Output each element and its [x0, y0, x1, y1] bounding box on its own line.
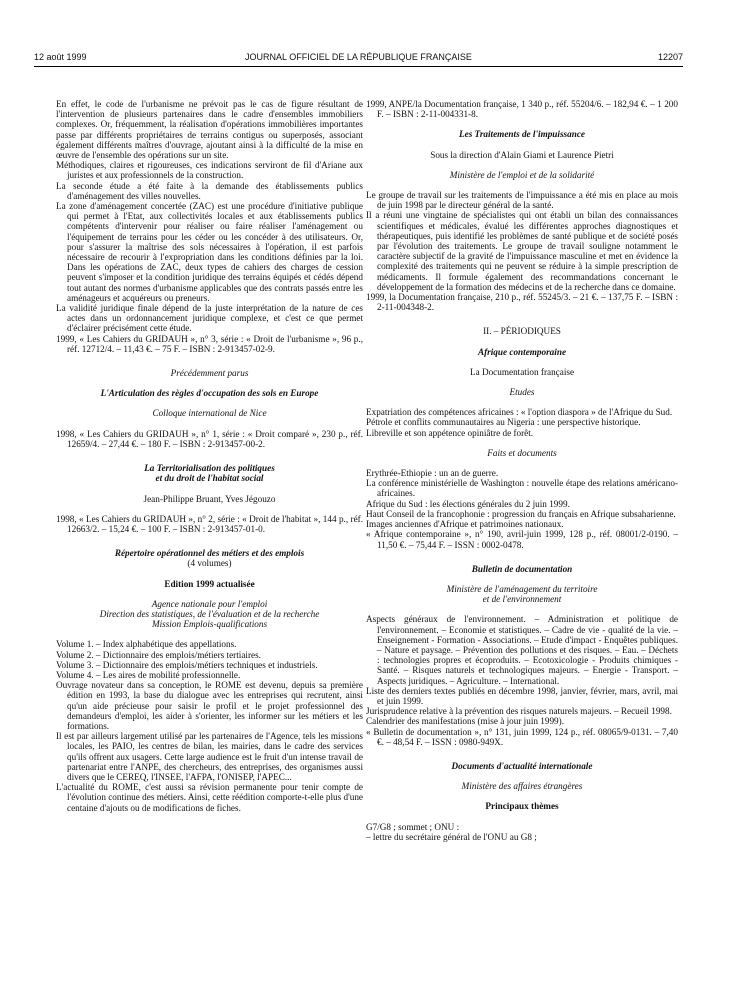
publisher-line: et de l'environnement: [482, 594, 562, 605]
publication-title: Afrique contemporaine: [477, 346, 567, 357]
publisher-line: Ministère des affaires étrangères: [461, 781, 583, 792]
publication-volumes: (4 volumes): [187, 558, 232, 569]
contents-item: Haut Conseil de la francophonie : progression du français en Afrique subsaharienne.: [366, 508, 676, 519]
publication-subtitle: Colloque international de Nice: [152, 408, 267, 419]
page-header: [34, 52, 683, 66]
publication-reference: « Bulletin de documentation », n° 131, juin 1999, 124 p., réf. 08065/9-0131. – 7,40 €. – 48,54 F. – ISSN : 0980-949X.: [366, 726, 678, 747]
publication-reference: 1999, « Les Cahiers du GRIDAUH », n° 3, série : « Droit de l'urbanisme », 96 p., réf. 12712/4. – 11,43 €. – 75 F. – ISBN : 2-913457-02-9.: [56, 333, 363, 354]
edition-label: Edition 1999 actualisée: [164, 578, 255, 589]
publication-title: L'Articulation des règles d'occupation des sols en Europe: [100, 388, 319, 399]
paragraph: La validité juridique finale dépend de la juste interprétation de la nature de ces actes dans un ordonnancement juridique complexe, et c'est ce que permet d'éclairer précisément cette étude.: [56, 303, 363, 334]
contents-item: G7/G8 ; sommet ; ONU :: [366, 821, 460, 832]
contents-item: Expatriation des compétences africaines : « l'option diaspora » de l'Afrique du Sud.: [366, 407, 673, 418]
publication-authors: Sous la direction d'Alain Giami et Laurence Pietri: [430, 149, 614, 160]
left-column: [56, 99, 363, 813]
contents-item: Afrique du Sud : les élections générales du 2 juin 1999.: [366, 498, 570, 509]
publisher-line: Direction des statistiques, de l'évaluation et de la recherche: [99, 608, 320, 619]
publication-title: Bulletin de documentation: [471, 563, 573, 574]
publication-reference: 1998, « Les Cahiers du GRIDAUH », n° 1, série : « Droit comparé », 230 p., réf. 12659/4. – 27,44 €. – 180 F. – ISBN : 2-913457-00-2.: [56, 428, 363, 449]
publisher-line: Ministère de l'emploi et de la solidarité: [449, 169, 595, 180]
issue-date: 12 août 1999: [34, 52, 87, 62]
publisher-line: La Documentation française: [469, 366, 575, 377]
contents-item: Liste des derniers textes publiés en décembre 1998, janvier, février, mars, avril, mai et juin 1999.: [366, 685, 678, 706]
paragraph: Le groupe de travail sur les traitements de l'impuissance a été mis en place au mois de juin 1998 par le directeur général de la santé.: [366, 190, 678, 211]
publisher-line: Mission Emplois-qualifications: [151, 619, 268, 630]
section-subheading: Principaux thèmes: [485, 801, 559, 812]
paragraph: La zone d'aménagement concertée (ZAC) est une procédure d'initiative publique qui permet à l'Etat, aux collectivités locales et aux établissements publics compétents d'intervenir pour réaliser ou faire réaliser l'aménagement ou l'équipement de terrains pour les céder ou les concéder à des utilisateurs. Or, pour s'assurer la maîtrise des sols nécessaires à l'opération, il est parfois nécessaire de recourir à l'expropriation dans les conditions définies par la loi. Dans les opérations de ZAC, deux types de cahiers des charges de cession peuvent s'imposer et la condition juridique des terrains équipés et cédés dépend tout autant des normes d'urbanisme applicables que des contrats passés entre les aménageurs et acquéreurs ou preneurs.: [56, 201, 363, 303]
contents-item: Aspects généraux de l'environnement. – Administration et politique de l'environnement. – Economie et statistiques. – Cadre de vie - qualité de la vie. – Enseignement - Formation - Associations. – Etude d'impact - Enquêtes publiques. – Nature et paysage. – Prévention des pollutions et des risques. – Eau. – Déchets : technologies propres et écoproduits. – Ecotoxicologie - Produits chimiques - Santé. – Risques naturels et technologiques majeurs. – Energie - Transport. – Aspects juridiques. – Agriculture. – International.: [366, 614, 678, 686]
contents-item: Erythrée-Ethiopie : un an de guerre.: [366, 468, 499, 479]
volume-item: Volume 3. – Dictionnaire des emplois/métiers techniques et industriels.: [56, 659, 318, 670]
paragraph: Ouvrage novateur dans sa conception, le ROME est devenu, depuis sa première édition en 1993, la base du dialogue avec les entreprises qui recrutent, ainsi qu'un aide précieuse pour saisir le profil et le projet professionnel des demandeurs d'emploi, les aider à s'orienter, les informer sur les métiers et les formations.: [56, 680, 363, 731]
publication-reference: 1999, ANPE/la Documentation française, 1 340 p., réf. 55204/6. – 182,94 €. – 1 200 F. – ISBN : 2-11-004331-8.: [366, 99, 678, 120]
publisher-line: Ministère de l'aménagement du territoire: [446, 583, 598, 594]
header-rule: [34, 66, 683, 67]
paragraph: En effet, le code de l'urbanisme ne prévoit pas le cas de figure résultant de l'intervention de plusieurs partenaires dans le cadre d'ensembles immobiliers complexes. Or, fréquemment, la réalisation d'opérations immobilières importantes passe par différents propriétaires de terrains contigus ou superposés, associant également différents maîtres d'ouvrage, ajoutant ainsi à la difficulté de la mise en œuvre de l'ensemble des opérations sur un site.: [56, 99, 363, 161]
contents-item: – lettre du secrétaire général de l'ONU au G8 ;: [366, 831, 537, 842]
volume-item: Volume 1. – Index alphabétique des appellations.: [56, 639, 237, 650]
publication-title: Les Traitements de l'impuissance: [459, 129, 585, 140]
publication-reference: 1999, la Documentation française, 210 p., réf. 55245/3. – 21 €. – 137,75 F. – ISBN : 2-11-004348-2.: [366, 292, 678, 313]
publication-title: La Territorialisation des politiques: [144, 463, 275, 474]
journal-title: JOURNAL OFFICIEL DE LA RÉPUBLIQUE FRANÇAISE: [245, 52, 472, 62]
paragraph: Méthodiques, claires et rigoureuses, ces indications serviront de fil d'Ariane aux juristes et aux professionnels de la construction.: [56, 160, 363, 181]
section-heading: II. – PÉRIODIQUES: [483, 326, 561, 337]
page-number: 12207: [657, 52, 683, 62]
publication-authors: Jean-Philippe Bruant, Yves Jégouzo: [143, 493, 276, 504]
right-column: [366, 99, 678, 842]
publisher-line: Agence nationale pour l'emploi: [151, 598, 268, 609]
contents-item: La conférence ministérielle de Washington : nouvelle étape des relations américano-africaines.: [366, 478, 678, 499]
publication-title: et du droit de l'habitat social: [155, 473, 264, 484]
volume-item: Volume 2. – Dictionnaire des emplois/métiers tertiaires.: [56, 649, 261, 660]
publication-title: Répertoire opérationnel des métiers et des emplois: [114, 548, 305, 559]
paragraph: Il a réuni une vingtaine de spécialistes qui ont établi un bilan des connaissances scientifiques et médicales, évalué les différentes approches diagnostiques et thérapeutiques, puis identifié les problèmes de santé publique et de société posés par l'évolution des traitements. Le groupe de travail souligne notamment le caractère subjectif de la gravité de l'impuissance masculine et met en évidence la complexité des traitements qui ne peuvent se réduire à la simple prescription de médicaments. Il formule également des recommandations concernant le développement de la formation des médecins et de la recherche dans ce domaine.: [366, 210, 678, 292]
contents-item: Calendrier des manifestations (mise à jour juin 1999).: [366, 716, 564, 727]
paragraph: L'actualité du ROME, c'est aussi sa révision permanente pour tenir compte de l'évolution continue des métiers. Ainsi, cette réédition comporte-t-elle plus d'une centaine d'ajouts ou de modifications de fiches.: [56, 782, 363, 813]
section-subheading: Etudes: [509, 387, 535, 398]
paragraph: Il est par ailleurs largement utilisé par les partenaires de l'Agence, tels les missions locales, les PAIO, les centres de bilan, les mairies, dans le cadre des services qu'ils offrent aux usagers. Cette large audience est le fruit d'un intense travail de partenariat entre l'ANPE, des chercheurs, des entreprises, des organismes aussi divers que le CEREQ, l'INSEE, l'AFPA, l'ONISEP, l'APEC...: [56, 731, 363, 782]
paragraph: La seconde étude a été faite à la demande des établissements publics d'aménagement des villes nouvelles.: [56, 180, 363, 201]
publication-reference: 1998, « Les Cahiers du GRIDAUH », n° 2, série : « Droit de l'habitat », 144 p., réf. 12663/2. – 15,24 €. – 100 F. – ISBN : 2-913457-01-0.: [56, 513, 363, 534]
contents-item: Jurisprudence relative à la prévention des risques naturels majeurs. – Recueil 1998.: [366, 706, 672, 717]
contents-item: Pétrole et conflits communautaires au Nigeria : une perspective historique.: [366, 417, 641, 428]
publication-title: Documents d'actualité internationale: [451, 760, 593, 771]
contents-item: Images anciennes d'Afrique et patrimoines nationaux.: [366, 519, 564, 530]
contents-item: Libreville et son appétence opiniâtre de forêt.: [366, 427, 534, 438]
volume-item: Volume 4. – Les aires de mobilité professionnelle.: [56, 669, 241, 680]
section-subheading: Faits et documents: [487, 447, 557, 458]
section-subheading: Précédemment parus: [170, 368, 249, 379]
publication-reference: « Afrique contemporaine », n° 190, avril-juin 1999, 128 p., réf. 08001/2-0190. – 11,50 €. – 75,44 F. – ISSN : 0002-0478.: [366, 529, 678, 550]
